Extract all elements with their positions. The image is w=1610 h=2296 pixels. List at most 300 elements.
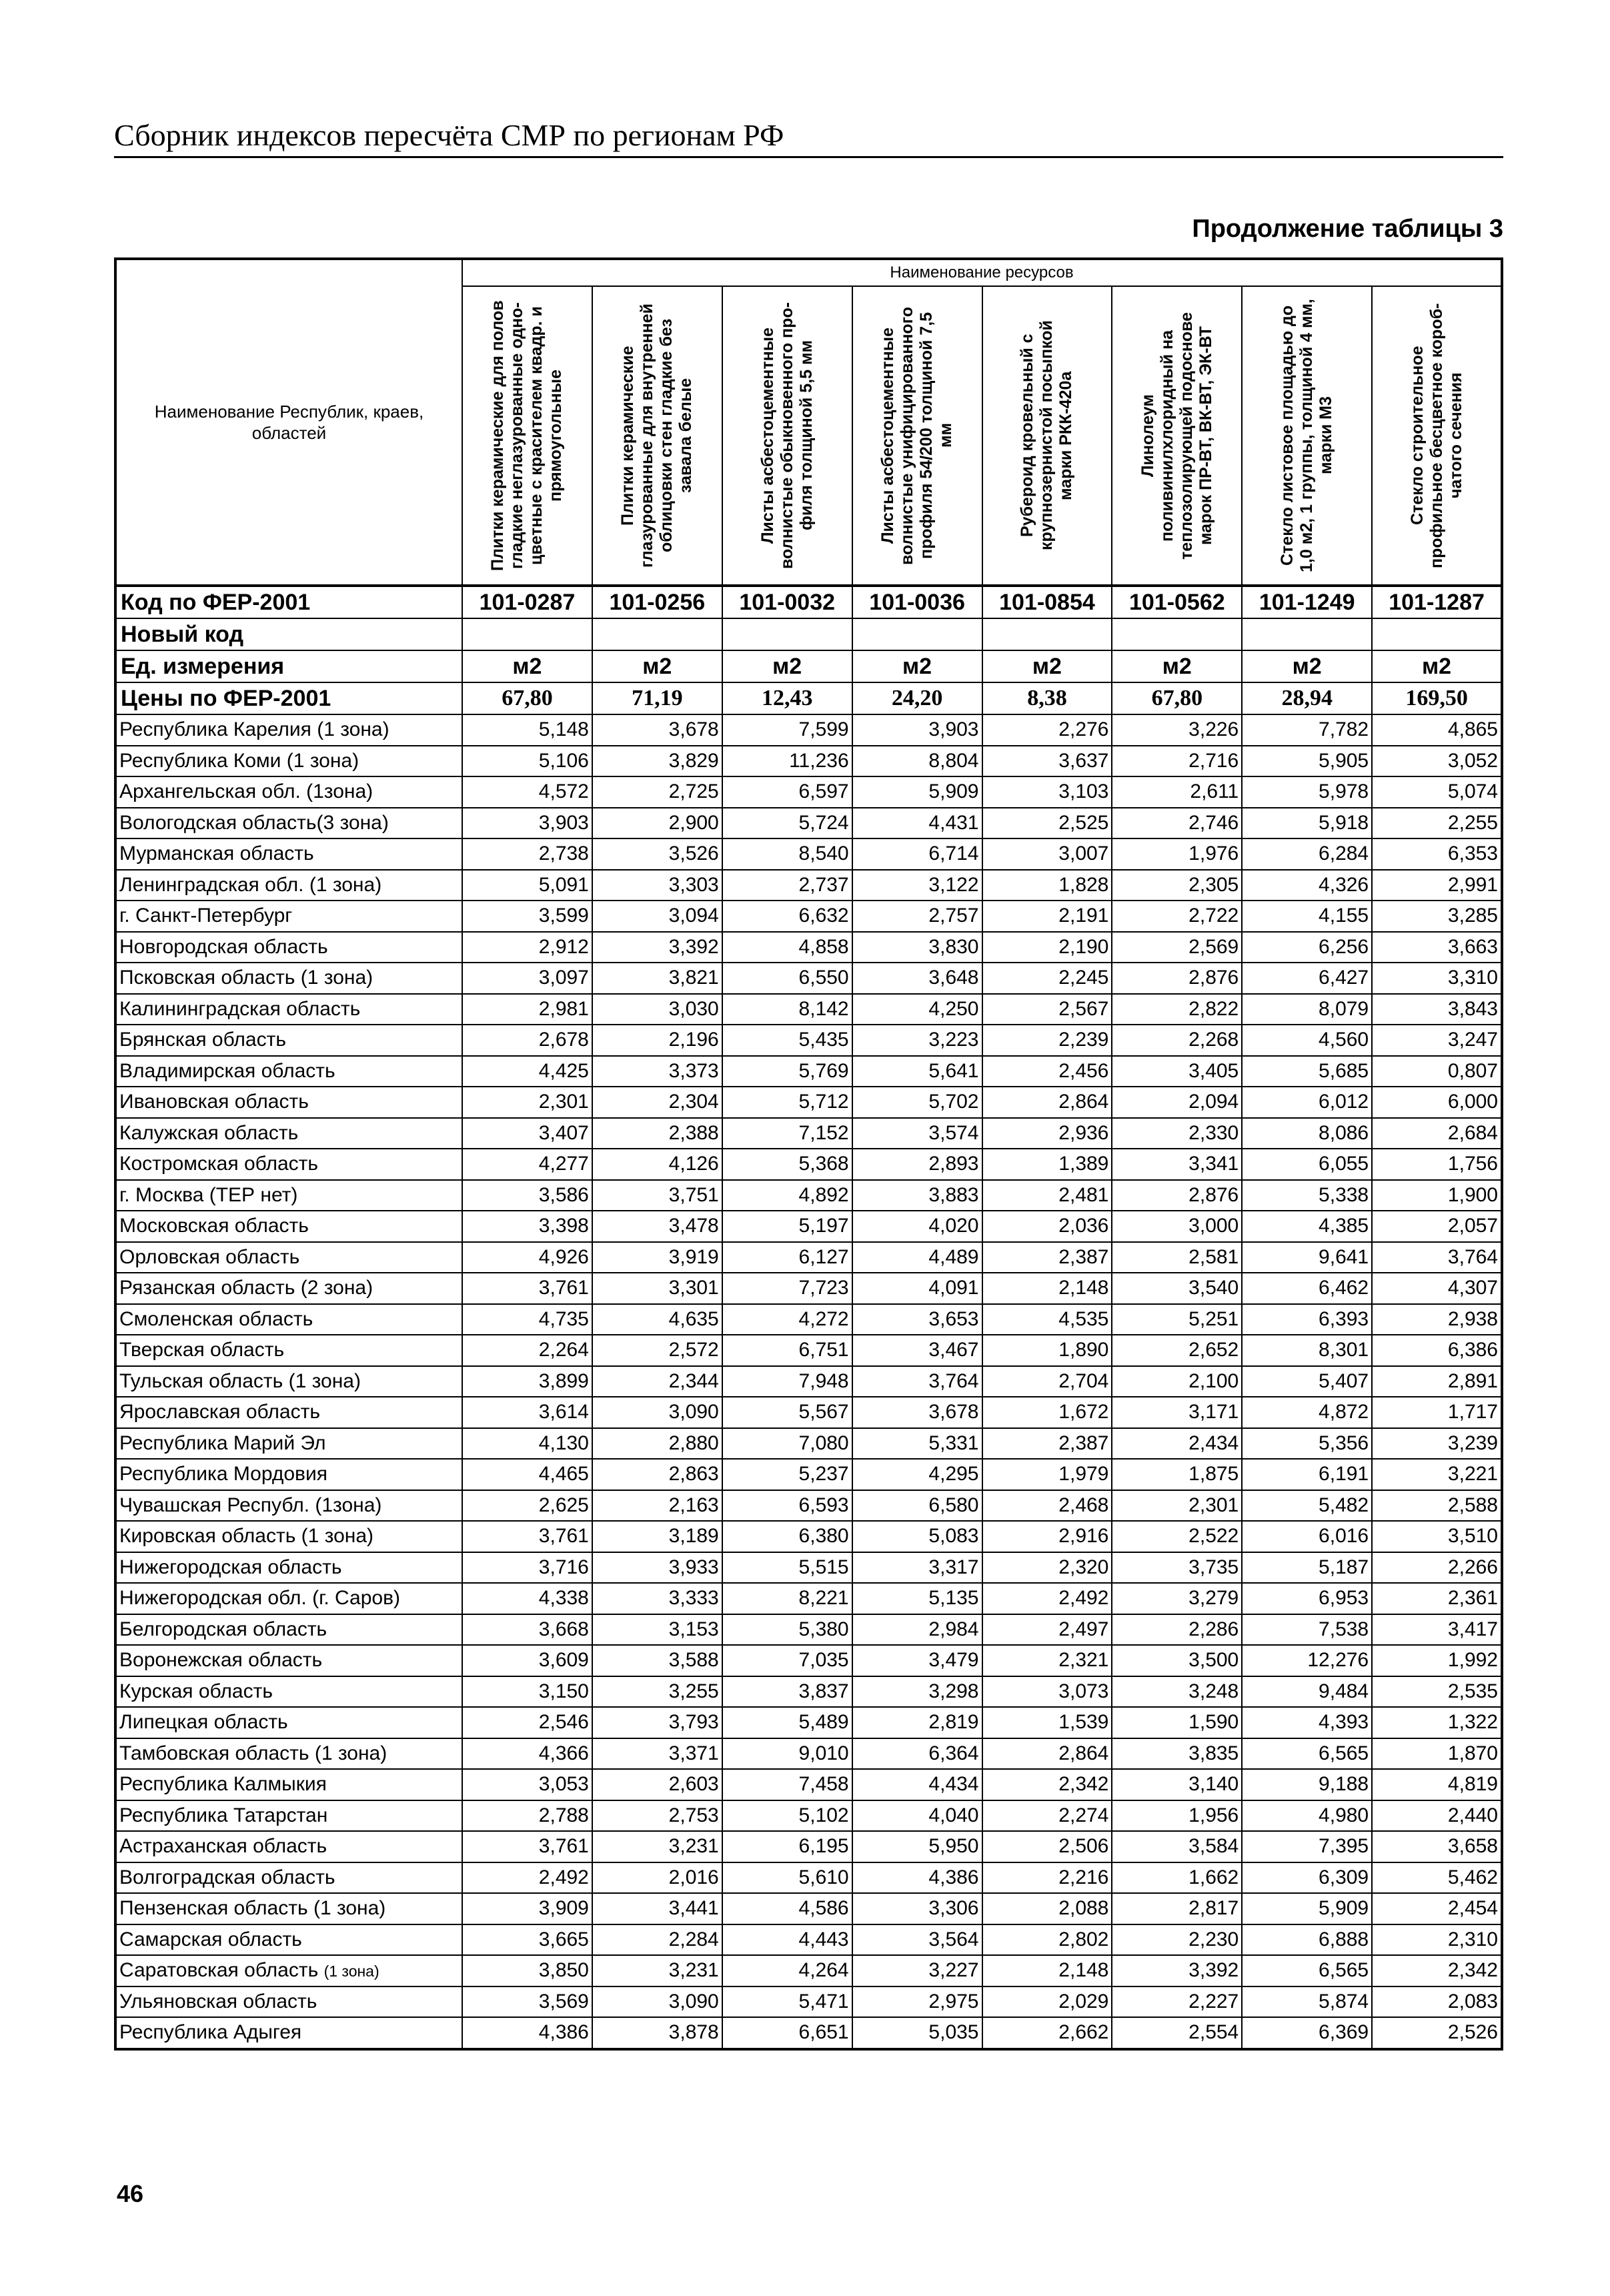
index-value: 7,538 bbox=[1242, 1614, 1372, 1646]
resource-column-header bbox=[722, 286, 852, 586]
index-value: 5,950 bbox=[852, 1831, 982, 1862]
meta-row-label: Цены по ФЕР-2001 bbox=[115, 682, 462, 714]
index-value: 1,590 bbox=[1112, 1707, 1242, 1738]
region-name bbox=[115, 1986, 462, 2018]
index-value: 3,150 bbox=[462, 1676, 592, 1708]
region-name bbox=[115, 932, 462, 963]
resource-column-title: Стекло строительное профильное бесцветное короб-чатого сечения bbox=[1407, 303, 1465, 568]
index-value: 3,103 bbox=[982, 776, 1112, 808]
region-name bbox=[115, 1087, 462, 1118]
region-name-text: Республика Калмыкия bbox=[119, 1773, 327, 1796]
table-row bbox=[115, 1893, 1502, 1924]
index-value: 6,393 bbox=[1242, 1304, 1372, 1335]
index-value: 7,152 bbox=[722, 1118, 852, 1149]
index-value: 3,226 bbox=[1112, 714, 1242, 746]
index-value: 7,599 bbox=[722, 714, 852, 746]
resource-column-header bbox=[982, 286, 1112, 586]
index-value: 2,191 bbox=[982, 901, 1112, 932]
index-value: 3,735 bbox=[1112, 1552, 1242, 1584]
table-row bbox=[115, 932, 1502, 963]
index-value: 2,678 bbox=[462, 1025, 592, 1056]
index-value: 8,142 bbox=[722, 994, 852, 1025]
index-value: 2,526 bbox=[1372, 2017, 1502, 2049]
index-value: 4,020 bbox=[852, 1211, 982, 1242]
index-value: 6,597 bbox=[722, 776, 852, 808]
index-value: 2,029 bbox=[982, 1986, 1112, 2018]
index-value: 2,230 bbox=[1112, 1924, 1242, 1956]
index-value: 3,073 bbox=[982, 1676, 1112, 1708]
region-name-text: Московская область bbox=[119, 1215, 309, 1237]
index-value: 3,584 bbox=[1112, 1831, 1242, 1862]
region-name bbox=[115, 2017, 462, 2049]
index-value: 2,725 bbox=[592, 776, 722, 808]
index-value: 4,865 bbox=[1372, 714, 1502, 746]
index-value: 2,975 bbox=[852, 1986, 982, 2018]
meta-cell: 169,50 bbox=[1372, 682, 1502, 714]
index-value: 5,685 bbox=[1242, 1056, 1372, 1087]
index-value: 6,055 bbox=[1242, 1149, 1372, 1180]
index-value: 12,276 bbox=[1242, 1645, 1372, 1676]
region-name bbox=[115, 1955, 462, 1986]
index-value: 3,878 bbox=[592, 2017, 722, 2049]
table-row bbox=[115, 1304, 1502, 1335]
index-value: 3,248 bbox=[1112, 1676, 1242, 1708]
region-name-text: Архангельская обл. (1зона) bbox=[119, 780, 373, 803]
index-value: 3,830 bbox=[852, 932, 982, 963]
resource-column-title: Линолеум поливинилхлоридный на теплозолирующей подоснове марок ПР-ВТ, ВК-ВТ, ЭК-ВТ bbox=[1138, 312, 1215, 560]
index-value: 3,417 bbox=[1372, 1614, 1502, 1646]
index-value: 2,330 bbox=[1112, 1118, 1242, 1149]
index-value: 5,435 bbox=[722, 1025, 852, 1056]
index-value: 2,468 bbox=[982, 1490, 1112, 1522]
index-value: 2,936 bbox=[982, 1118, 1112, 1149]
region-name-text: Мурманская область bbox=[119, 842, 314, 865]
index-value: 3,665 bbox=[462, 1924, 592, 1956]
region-name-text: Кировская область (1 зона) bbox=[119, 1525, 374, 1548]
meta-cell: м2 bbox=[592, 650, 722, 682]
index-value: 2,276 bbox=[982, 714, 1112, 746]
meta-row bbox=[115, 586, 1502, 618]
region-name bbox=[115, 1366, 462, 1397]
index-value: 1,539 bbox=[982, 1707, 1112, 1738]
index-value: 2,088 bbox=[982, 1893, 1112, 1924]
index-value: 4,277 bbox=[462, 1149, 592, 1180]
resource-column-header bbox=[852, 286, 982, 586]
table-row bbox=[115, 1180, 1502, 1211]
index-value: 5,187 bbox=[1242, 1552, 1372, 1584]
index-value: 1,672 bbox=[982, 1397, 1112, 1428]
index-value: 3,761 bbox=[462, 1273, 592, 1304]
index-value: 2,737 bbox=[722, 870, 852, 901]
index-value: 2,264 bbox=[462, 1335, 592, 1366]
resource-column-header bbox=[1112, 286, 1242, 586]
index-value: 2,016 bbox=[592, 1862, 722, 1894]
resource-column-title: Рубероид кровельный с крупнозернистой посыпкой марки РКК-420а bbox=[1018, 320, 1076, 551]
index-value: 2,912 bbox=[462, 932, 592, 963]
region-name-text: Волгоградская область bbox=[119, 1866, 335, 1888]
index-value: 3,843 bbox=[1372, 994, 1502, 1025]
index-value: 4,872 bbox=[1242, 1397, 1372, 1428]
region-name bbox=[115, 1490, 462, 1522]
region-name bbox=[115, 1800, 462, 1832]
meta-row-label: Ед. измерения bbox=[115, 650, 462, 682]
table-row bbox=[115, 808, 1502, 839]
region-name-text: Нижегородская обл. (г. Саров) bbox=[119, 1587, 401, 1610]
region-name bbox=[115, 1211, 462, 1242]
index-value: 6,565 bbox=[1242, 1738, 1372, 1770]
region-name-text: Вологодская область(3 зона) bbox=[119, 811, 389, 834]
meta-row bbox=[115, 682, 1502, 714]
resource-column-header bbox=[592, 286, 722, 586]
index-value: 4,434 bbox=[852, 1769, 982, 1800]
region-name bbox=[115, 1552, 462, 1584]
index-value: 2,268 bbox=[1112, 1025, 1242, 1056]
region-name bbox=[115, 901, 462, 932]
index-value: 3,599 bbox=[462, 901, 592, 932]
region-name-text: Псковская область (1 зона) bbox=[119, 967, 373, 989]
price-index-table bbox=[114, 257, 1503, 2051]
resource-column-header bbox=[1372, 286, 1502, 586]
index-value: 5,102 bbox=[722, 1800, 852, 1832]
index-value: 5,380 bbox=[722, 1614, 852, 1646]
index-value: 3,227 bbox=[852, 1955, 982, 1986]
index-value: 3,030 bbox=[592, 994, 722, 1025]
meta-cell: 101-0562 bbox=[1112, 586, 1242, 618]
index-value: 2,342 bbox=[982, 1769, 1112, 1800]
index-value: 2,036 bbox=[982, 1211, 1112, 1242]
index-value: 2,981 bbox=[462, 994, 592, 1025]
region-name-text: Самарская область bbox=[119, 1928, 302, 1950]
index-value: 2,864 bbox=[982, 1738, 1112, 1770]
index-value: 4,366 bbox=[462, 1738, 592, 1770]
index-value: 5,074 bbox=[1372, 776, 1502, 808]
index-value: 6,651 bbox=[722, 2017, 852, 2049]
meta-cell: 67,80 bbox=[1112, 682, 1242, 714]
region-name-text: Ульяновская область bbox=[119, 1990, 317, 2013]
index-value: 3,574 bbox=[852, 1118, 982, 1149]
index-value: 2,148 bbox=[982, 1955, 1112, 1986]
index-value: 5,035 bbox=[852, 2017, 982, 2049]
index-value: 6,714 bbox=[852, 838, 982, 870]
region-name-text: г. Москва (ТЕР нет) bbox=[119, 1183, 298, 1206]
region-column-header: Наименование Республик, краев, областей bbox=[115, 259, 462, 586]
index-value: 2,746 bbox=[1112, 808, 1242, 839]
index-value: 3,837 bbox=[722, 1676, 852, 1708]
region-name bbox=[115, 1738, 462, 1770]
index-value: 2,588 bbox=[1372, 1490, 1502, 1522]
index-value: 3,407 bbox=[462, 1118, 592, 1149]
index-value: 3,648 bbox=[852, 963, 982, 994]
table-row bbox=[115, 1056, 1502, 1087]
table-row bbox=[115, 1118, 1502, 1149]
index-value: 5,905 bbox=[1242, 746, 1372, 777]
table-row bbox=[115, 1676, 1502, 1708]
index-value: 5,083 bbox=[852, 1521, 982, 1552]
region-name bbox=[115, 1025, 462, 1056]
meta-cell bbox=[462, 618, 592, 650]
table-row bbox=[115, 963, 1502, 994]
region-name-text: Рязанская область (2 зона) bbox=[119, 1277, 373, 1299]
index-value: 5,368 bbox=[722, 1149, 852, 1180]
index-value: 6,888 bbox=[1242, 1924, 1372, 1956]
index-value: 5,874 bbox=[1242, 1986, 1372, 2018]
index-value: 2,255 bbox=[1372, 808, 1502, 839]
index-value: 3,850 bbox=[462, 1955, 592, 1986]
index-value: 2,481 bbox=[982, 1180, 1112, 1211]
index-value: 1,956 bbox=[1112, 1800, 1242, 1832]
index-value: 2,991 bbox=[1372, 870, 1502, 901]
index-value: 3,333 bbox=[592, 1583, 722, 1614]
table-row bbox=[115, 1924, 1502, 1956]
index-value: 2,388 bbox=[592, 1118, 722, 1149]
region-name bbox=[115, 714, 462, 746]
resource-column-title: Плитки керамические для полов гладкие неглазурованные одно-цветные с красителем квадр. и прямоугольные bbox=[488, 300, 566, 571]
index-value: 1,992 bbox=[1372, 1645, 1502, 1676]
index-value: 2,822 bbox=[1112, 994, 1242, 1025]
index-value: 2,684 bbox=[1372, 1118, 1502, 1149]
region-name-text: Республика Мордовия bbox=[119, 1463, 327, 1486]
index-value: 5,462 bbox=[1372, 1862, 1502, 1894]
index-value: 2,163 bbox=[592, 1490, 722, 1522]
table-row bbox=[115, 1273, 1502, 1304]
index-value: 5,909 bbox=[1242, 1893, 1372, 1924]
table-row bbox=[115, 1800, 1502, 1832]
index-value: 4,572 bbox=[462, 776, 592, 808]
index-value: 3,564 bbox=[852, 1924, 982, 1956]
index-value: 2,535 bbox=[1372, 1676, 1502, 1708]
region-name-text: Нижегородская область bbox=[119, 1556, 342, 1578]
index-value: 2,196 bbox=[592, 1025, 722, 1056]
region-name bbox=[115, 1521, 462, 1552]
index-value: 3,000 bbox=[1112, 1211, 1242, 1242]
index-value: 7,782 bbox=[1242, 714, 1372, 746]
index-value: 3,053 bbox=[462, 1769, 592, 1800]
index-value: 6,000 bbox=[1372, 1087, 1502, 1118]
meta-rows bbox=[115, 586, 1502, 714]
index-value: 2,984 bbox=[852, 1614, 982, 1646]
index-value: 4,465 bbox=[462, 1459, 592, 1490]
region-name-text: Владимирская область bbox=[119, 1059, 335, 1082]
index-value: 2,342 bbox=[1372, 1955, 1502, 1986]
index-value: 5,148 bbox=[462, 714, 592, 746]
index-value: 2,757 bbox=[852, 901, 982, 932]
index-value: 3,189 bbox=[592, 1521, 722, 1552]
region-name-text: Республика Карелия (1 зона) bbox=[119, 718, 389, 741]
index-value: 5,407 bbox=[1242, 1366, 1372, 1397]
index-value: 2,554 bbox=[1112, 2017, 1242, 2049]
index-value: 4,735 bbox=[462, 1304, 592, 1335]
index-value: 4,326 bbox=[1242, 870, 1372, 901]
table-row bbox=[115, 870, 1502, 901]
index-value: 3,764 bbox=[852, 1366, 982, 1397]
index-value: 5,251 bbox=[1112, 1304, 1242, 1335]
index-value: 3,298 bbox=[852, 1676, 982, 1708]
region-name-text: Смоленская область bbox=[119, 1307, 313, 1330]
region-name bbox=[115, 776, 462, 808]
region-name bbox=[115, 1583, 462, 1614]
index-value: 3,821 bbox=[592, 963, 722, 994]
index-value: 2,738 bbox=[462, 838, 592, 870]
index-value: 2,662 bbox=[982, 2017, 1112, 2049]
index-value: 2,321 bbox=[982, 1645, 1112, 1676]
table-row bbox=[115, 1986, 1502, 2018]
region-name-text: Республика Татарстан bbox=[119, 1804, 328, 1826]
index-value: 2,094 bbox=[1112, 1087, 1242, 1118]
index-value: 4,264 bbox=[722, 1955, 852, 1986]
meta-cell bbox=[1372, 618, 1502, 650]
index-value: 3,279 bbox=[1112, 1583, 1242, 1614]
index-value: 7,035 bbox=[722, 1645, 852, 1676]
index-value: 8,221 bbox=[722, 1583, 852, 1614]
region-name-text: Калининградская область bbox=[119, 997, 361, 1020]
index-value: 5,471 bbox=[722, 1986, 852, 2018]
index-value: 6,751 bbox=[722, 1335, 852, 1366]
index-value: 2,652 bbox=[1112, 1335, 1242, 1366]
index-value: 2,239 bbox=[982, 1025, 1112, 1056]
meta-cell bbox=[722, 618, 852, 650]
index-value: 2,611 bbox=[1112, 776, 1242, 808]
meta-cell bbox=[852, 618, 982, 650]
index-value: 2,100 bbox=[1112, 1366, 1242, 1397]
index-value: 6,191 bbox=[1242, 1459, 1372, 1490]
meta-cell bbox=[1242, 618, 1372, 650]
index-value: 2,266 bbox=[1372, 1552, 1502, 1584]
meta-cell bbox=[592, 618, 722, 650]
table-row bbox=[115, 746, 1502, 777]
table-row bbox=[115, 1955, 1502, 1986]
index-value: 3,094 bbox=[592, 901, 722, 932]
index-value: 4,560 bbox=[1242, 1025, 1372, 1056]
index-value: 2,938 bbox=[1372, 1304, 1502, 1335]
page-number: 46 bbox=[117, 2180, 144, 2207]
index-value: 2,216 bbox=[982, 1862, 1112, 1894]
table-row bbox=[115, 1552, 1502, 1584]
region-name bbox=[115, 1676, 462, 1708]
index-value: 2,434 bbox=[1112, 1428, 1242, 1460]
index-value: 5,106 bbox=[462, 746, 592, 777]
index-value: 2,572 bbox=[592, 1335, 722, 1366]
index-value: 3,637 bbox=[982, 746, 1112, 777]
region-name bbox=[115, 1056, 462, 1087]
meta-cell: 101-1287 bbox=[1372, 586, 1502, 618]
index-value: 3,223 bbox=[852, 1025, 982, 1056]
index-value: 2,817 bbox=[1112, 1893, 1242, 1924]
index-value: 5,482 bbox=[1242, 1490, 1372, 1522]
index-value: 5,331 bbox=[852, 1428, 982, 1460]
header-rule bbox=[114, 156, 1503, 158]
index-value: 6,256 bbox=[1242, 932, 1372, 963]
index-value: 3,761 bbox=[462, 1521, 592, 1552]
index-value: 2,722 bbox=[1112, 901, 1242, 932]
resource-column-title: Листы асбестоцементные волнистые обыкновенного про-филя толщиной 5,5 мм bbox=[758, 302, 816, 570]
region-name bbox=[115, 838, 462, 870]
meta-cell: м2 bbox=[1112, 650, 1242, 682]
table-row bbox=[115, 1614, 1502, 1646]
index-value: 6,353 bbox=[1372, 838, 1502, 870]
region-name bbox=[115, 1862, 462, 1894]
index-value: 6,195 bbox=[722, 1831, 852, 1862]
index-value: 2,320 bbox=[982, 1552, 1112, 1584]
index-value: 6,550 bbox=[722, 963, 852, 994]
index-value: 1,389 bbox=[982, 1149, 1112, 1180]
index-value: 2,625 bbox=[462, 1490, 592, 1522]
table-row bbox=[115, 994, 1502, 1025]
index-value: 2,581 bbox=[1112, 1242, 1242, 1273]
index-value: 3,441 bbox=[592, 1893, 722, 1924]
table-row bbox=[115, 776, 1502, 808]
index-value: 3,140 bbox=[1112, 1769, 1242, 1800]
region-name bbox=[115, 1769, 462, 1800]
index-value: 3,751 bbox=[592, 1180, 722, 1211]
index-value: 2,864 bbox=[982, 1087, 1112, 1118]
index-value: 2,148 bbox=[982, 1273, 1112, 1304]
index-value: 5,724 bbox=[722, 808, 852, 839]
index-value: 3,371 bbox=[592, 1738, 722, 1770]
index-value: 6,309 bbox=[1242, 1862, 1372, 1894]
meta-cell: м2 bbox=[852, 650, 982, 682]
index-value: 2,880 bbox=[592, 1428, 722, 1460]
index-value: 4,425 bbox=[462, 1056, 592, 1087]
meta-cell: 24,20 bbox=[852, 682, 982, 714]
index-value: 7,395 bbox=[1242, 1831, 1372, 1862]
index-value: 3,588 bbox=[592, 1645, 722, 1676]
resource-column-title: Плитки керамические глазурованные для внутренней облицовки стен гладкие без завала белые bbox=[618, 304, 696, 568]
table-row bbox=[115, 2017, 1502, 2049]
index-value: 2,788 bbox=[462, 1800, 592, 1832]
index-value: 4,272 bbox=[722, 1304, 852, 1335]
index-value: 6,369 bbox=[1242, 2017, 1372, 2049]
index-value: 5,769 bbox=[722, 1056, 852, 1087]
region-name bbox=[115, 1397, 462, 1428]
index-value: 4,635 bbox=[592, 1304, 722, 1335]
table-row bbox=[115, 1583, 1502, 1614]
index-value: 3,153 bbox=[592, 1614, 722, 1646]
index-value: 2,344 bbox=[592, 1366, 722, 1397]
index-value: 3,255 bbox=[592, 1676, 722, 1708]
index-value: 2,274 bbox=[982, 1800, 1112, 1832]
region-name-text: Республика Коми (1 зона) bbox=[119, 749, 359, 772]
meta-cell: 101-0032 bbox=[722, 586, 852, 618]
index-value: 4,091 bbox=[852, 1273, 982, 1304]
table-row bbox=[115, 1025, 1502, 1056]
index-value: 4,338 bbox=[462, 1583, 592, 1614]
index-value: 6,380 bbox=[722, 1521, 852, 1552]
index-value: 6,012 bbox=[1242, 1087, 1372, 1118]
index-value: 3,392 bbox=[1112, 1955, 1242, 1986]
region-name bbox=[115, 1645, 462, 1676]
index-value: 5,978 bbox=[1242, 776, 1372, 808]
index-value: 3,405 bbox=[1112, 1056, 1242, 1087]
region-name-text: Липецкая область bbox=[119, 1711, 288, 1734]
region-name-text: Брянская область bbox=[119, 1029, 286, 1051]
index-value: 2,227 bbox=[1112, 1986, 1242, 2018]
index-value: 3,903 bbox=[852, 714, 982, 746]
index-value: 2,301 bbox=[462, 1087, 592, 1118]
index-value: 3,285 bbox=[1372, 901, 1502, 932]
region-name-text: г. Санкт-Петербург bbox=[119, 905, 293, 927]
region-name-text: Тамбовская область (1 зона) bbox=[119, 1742, 387, 1764]
index-value: 3,658 bbox=[1372, 1831, 1502, 1862]
index-value: 6,580 bbox=[852, 1490, 982, 1522]
index-value: 1,870 bbox=[1372, 1738, 1502, 1770]
index-value: 6,127 bbox=[722, 1242, 852, 1273]
index-value: 2,876 bbox=[1112, 1180, 1242, 1211]
index-value: 3,586 bbox=[462, 1180, 592, 1211]
region-name bbox=[115, 963, 462, 994]
index-value: 2,305 bbox=[1112, 870, 1242, 901]
region-name bbox=[115, 808, 462, 839]
region-name bbox=[115, 1118, 462, 1149]
